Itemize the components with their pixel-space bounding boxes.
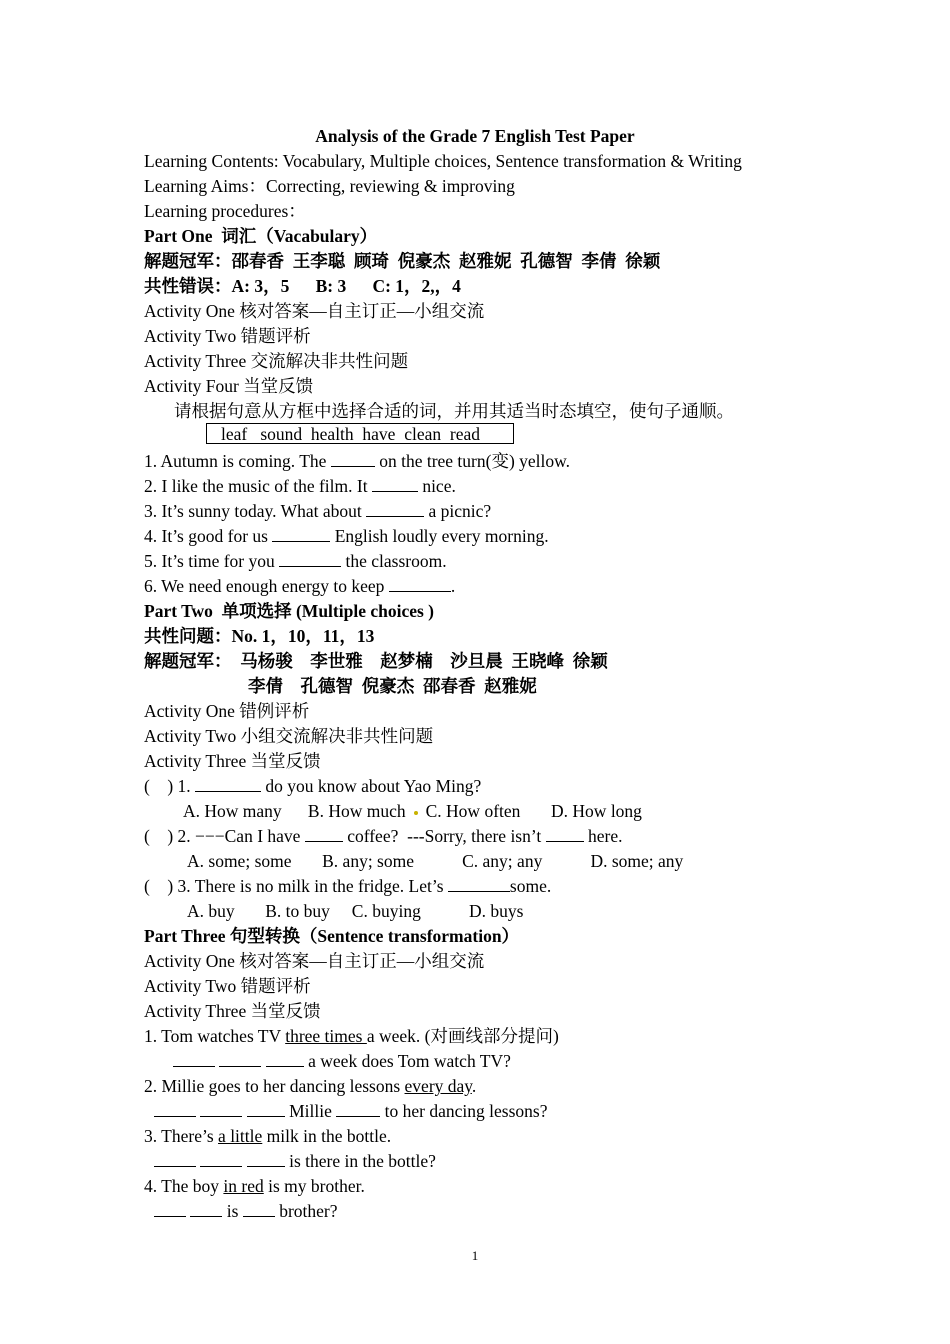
transform-question-2: 2. Millie goes to her dancing lessons every day. xyxy=(144,1076,477,1096)
transform-answer-2: Millie to her dancing lessons? xyxy=(154,1099,547,1124)
part-one-activity-3: Activity Three 交流解决非共性问题 xyxy=(144,351,409,371)
transform-answer-1: a week does Tom watch TV? xyxy=(173,1049,511,1074)
vocab-question-1: 1. Autumn is coming. The on the tree turn(变) yellow. xyxy=(144,451,571,471)
vocab-question-5: 5. It’s time for you the classroom. xyxy=(144,551,447,571)
transform-question-4: 4. The boy in red is my brother. xyxy=(144,1176,365,1196)
choice-question-1: ( ) 1. do you know about Yao Ming? xyxy=(144,776,482,796)
part-three-activity-2: Activity Two 错题评析 xyxy=(144,976,311,996)
part-two-activity-1: Activity One 错例评析 xyxy=(144,701,310,721)
learning-contents: Learning Contents: Vocabulary, Multiple choices, Sentence transformation & Writing xyxy=(144,151,742,171)
stray-dot xyxy=(414,811,418,815)
transform-question-1: 1. Tom watches TV three times a week. (对画线部分提问) xyxy=(144,1026,559,1046)
part-three-activity-1: Activity One 核对答案—自主订正—小组交流 xyxy=(144,951,485,971)
part-one-activity-2: Activity Two 错题评析 xyxy=(144,326,311,346)
choice-question-3: ( ) 3. There is no milk in the fridge. Let’s some. xyxy=(144,876,552,896)
part-three-activity-3: Activity Three 当堂反馈 xyxy=(144,1001,321,1021)
learning-procedures: Learning procedures： xyxy=(144,201,306,221)
part-two-heading: Part Two 单项选择 (Multiple choices ) xyxy=(144,601,435,621)
part-two-activity-2: Activity Two 小组交流解决非共性问题 xyxy=(144,726,434,746)
part-two-activity-3: Activity Three 当堂反馈 xyxy=(144,751,321,771)
part-two-champions-cont: 李倩 孔德智 倪豪杰 邵春香 赵雅妮 xyxy=(248,676,537,696)
vocab-question-6: 6. We need enough energy to keep . xyxy=(144,576,456,596)
learning-aims: Learning Aims：Correcting, reviewing & improving xyxy=(144,176,515,196)
part-one-activity-4: Activity Four 当堂反馈 xyxy=(144,376,314,396)
choice-question-2: ( ) 2. −−−Can I have coffee? ---Sorry, there isn’t here. xyxy=(144,826,623,846)
vocab-question-3: 3. It’s sunny today. What about a picnic? xyxy=(144,501,492,521)
part-one-instruction: 请根据句意从方框中选择合适的词，并用其适当时态填空，使句子通顺。 xyxy=(174,401,734,421)
choice-question-1-options: A. How many B. How much C. How often D. How long xyxy=(183,801,642,821)
part-one-activity-1: Activity One 核对答案—自主订正—小组交流 xyxy=(144,301,485,321)
part-one-heading: Part One 词汇（Vacabulary） xyxy=(144,226,378,246)
document-title: Analysis of the Grade 7 English Test Paper xyxy=(315,126,635,146)
transform-question-3: 3. There’s a little milk in the bottle. xyxy=(144,1126,392,1146)
vocab-question-4: 4. It’s good for us English loudly every morning. xyxy=(144,526,549,546)
part-three-heading: Part Three 句型转换（Sentence transformation） xyxy=(144,926,520,946)
part-two-champions: 解题冠军： 马杨骏 李世雅 赵梦楠 沙旦晨 王晓峰 徐颖 xyxy=(144,651,608,671)
page-number: 1 xyxy=(471,1248,479,1263)
transform-answer-3: is there in the bottle? xyxy=(154,1149,436,1174)
choice-question-3-options: A. buy B. to buy C. buying D. buys xyxy=(187,901,524,921)
part-one-champions: 解题冠军：邵春香 王李聪 顾琦 倪豪杰 赵雅妮 孔德智 李倩 徐颖 xyxy=(144,251,661,271)
choice-question-2-options: A. some; some B. any; some C. any; any D. some; any xyxy=(187,851,684,871)
part-two-common-problems: 共性问题：No. 1，10，11，13 xyxy=(144,626,375,646)
word-box: leaf sound health have clean read xyxy=(206,423,514,444)
transform-answer-4: is brother? xyxy=(154,1199,338,1224)
part-one-common-errors: 共性错误：A: 3，5 B: 3 C: 1，2,，4 xyxy=(144,276,461,296)
vocab-question-2: 2. I like the music of the film. It nice. xyxy=(144,476,456,496)
